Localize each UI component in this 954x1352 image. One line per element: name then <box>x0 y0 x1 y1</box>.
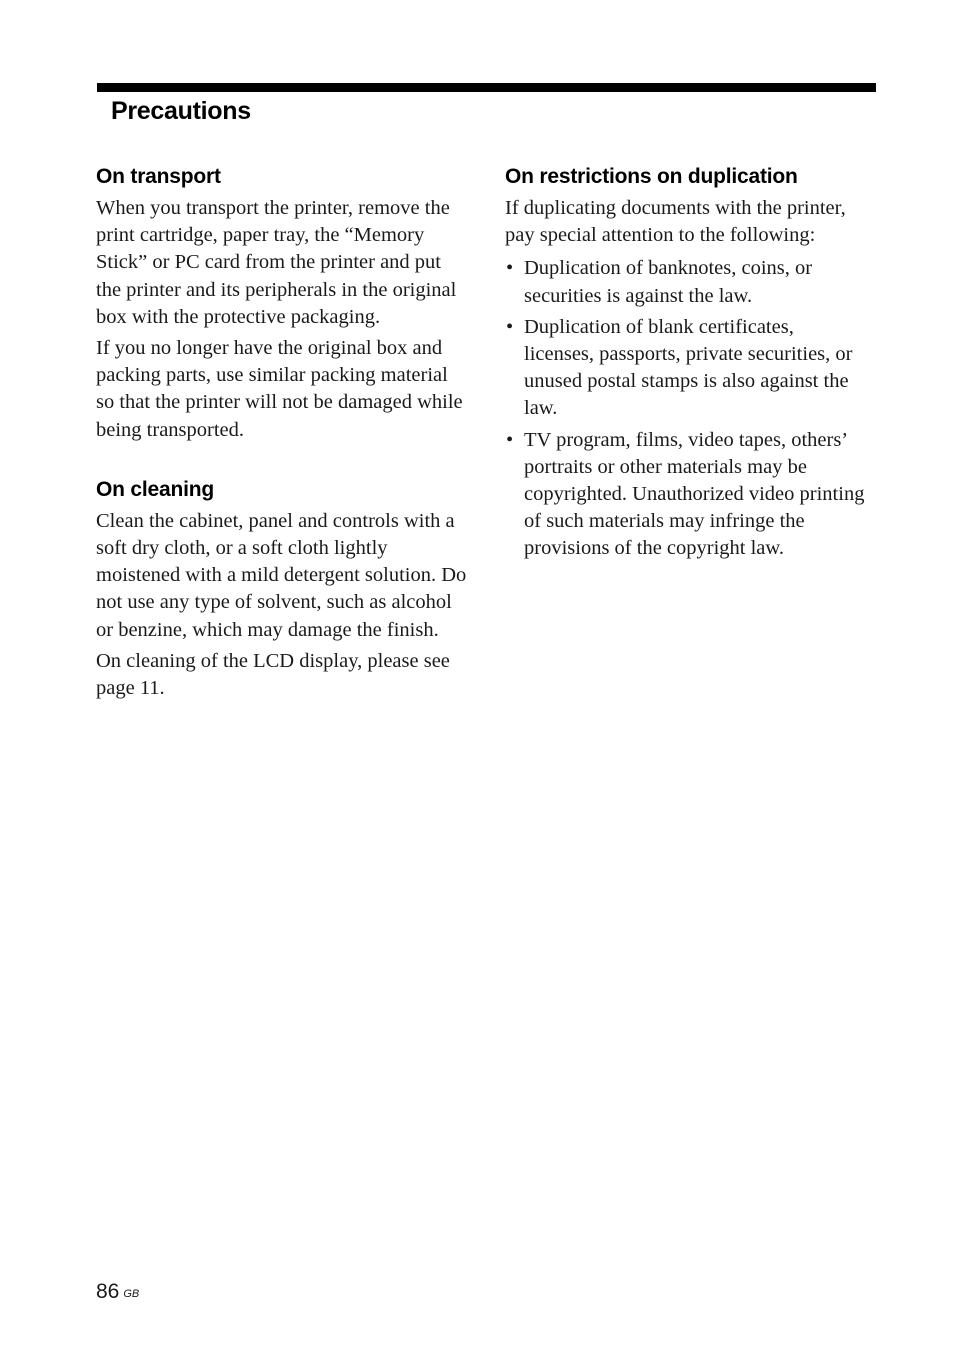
list-item <box>505 427 867 563</box>
paragraph: If duplicating documents with the printer, pay special attention to the following: <box>505 197 846 247</box>
section-heading: On cleaning <box>96 477 214 501</box>
section-duplication <box>505 163 867 563</box>
bullet-icon: • <box>506 428 514 451</box>
paragraph: On cleaning of the LCD display, please see page 11. <box>96 649 450 700</box>
bullet-icon: • <box>506 257 514 280</box>
section-transport <box>96 163 468 444</box>
right-column <box>505 163 867 567</box>
page-number: 86 <box>96 1280 120 1303</box>
section-heading: On restrictions on duplication <box>505 165 798 188</box>
list-item-text: Duplication of blank certificates, licenses, passports, private securities, or unused postal stamps is also against the law. <box>524 315 853 420</box>
bullet-list <box>505 255 867 562</box>
list-item <box>505 255 867 309</box>
list-item-text: TV program, films, video tapes, others’ portraits or other materials may be copyrighted. Unauthorized video printing of such materials may infringe the provisions of the copyright law. <box>524 428 865 560</box>
language-code: GB <box>123 1288 140 1300</box>
section-heading: On transport <box>96 165 221 188</box>
page-footer <box>96 1278 139 1306</box>
top-rule <box>97 83 876 92</box>
section-cleaning <box>96 476 468 702</box>
paragraph: Clean the cabinet, panel and controls with a soft dry cloth, or a soft cloth lightly moistened with a mild detergent solution. Do not use any type of solvent, such as alcohol or benzine, which may damage the finish. <box>96 509 467 641</box>
bullet-icon: • <box>506 315 514 338</box>
list-item-text: Duplication of banknotes, coins, or securities is against the law. <box>524 257 813 307</box>
list-item <box>505 314 867 423</box>
page-title: Precautions <box>111 97 251 125</box>
paragraph: When you transport the printer, remove the print cartridge, paper tray, the “Memory Stick” or PC card from the printer and put the printer and its peripherals in the original box with the protective packaging. <box>96 197 457 328</box>
left-column <box>96 163 468 706</box>
paragraph: If you no longer have the original box and packing parts, use similar packing material so that the printer will not be damaged while being transported. <box>96 337 463 441</box>
